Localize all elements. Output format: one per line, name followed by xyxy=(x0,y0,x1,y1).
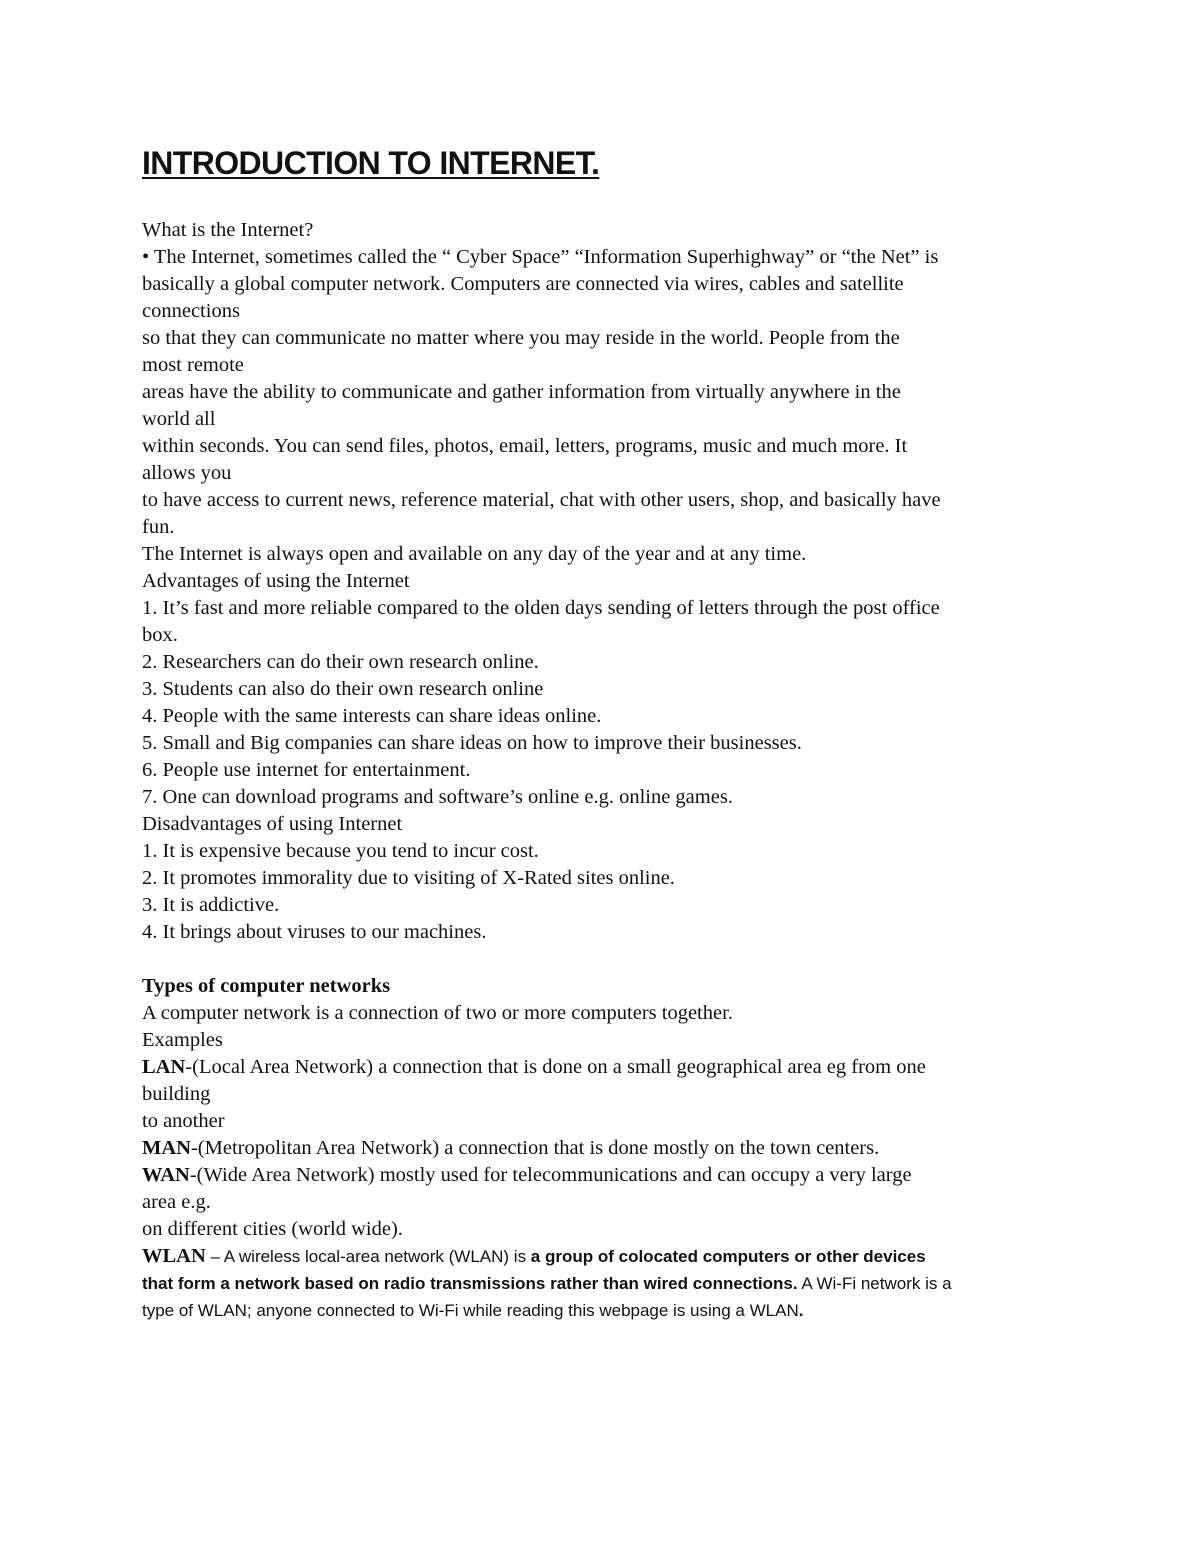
intro-line: connections xyxy=(142,300,240,322)
wlan-text: A Wi-Fi network is a xyxy=(797,1274,952,1293)
man-term: MAN xyxy=(142,1137,191,1159)
lan-description: -(Local Area Network) a connection that is done on a small geographical area eg from one xyxy=(185,1056,926,1078)
lan-line: to another xyxy=(142,1110,225,1132)
advantage-item: 6. People use internet for entertainment. xyxy=(142,759,471,781)
intro-line: within seconds. You can send files, photos, email, letters, programs, music and much more. It xyxy=(142,435,908,457)
disadvantage-item: 3. It is addictive. xyxy=(142,894,280,916)
intro-section xyxy=(142,217,1064,568)
wlan-bold-text: a group of colocated computers or other devices xyxy=(530,1247,926,1266)
examples-label: Examples xyxy=(142,1029,223,1051)
advantage-item: box. xyxy=(142,624,178,646)
advantage-item: 1. It’s fast and more reliable compared to the olden days sending of letters through the post office xyxy=(142,597,940,619)
section-spacer xyxy=(142,946,1064,973)
disadvantage-item: 1. It is expensive because you tend to incur cost. xyxy=(142,840,539,862)
intro-line: areas have the ability to communicate and gather information from virtually anywhere in the xyxy=(142,381,901,403)
disadvantage-item: 4. It brings about viruses to our machines. xyxy=(142,921,487,943)
wlan-line xyxy=(142,1270,1064,1297)
man-description: -(Metropolitan Area Network) a connection that is done mostly on the town centers. xyxy=(190,1137,880,1159)
wlan-text: type of WLAN; anyone connected to Wi-Fi while reading this webpage is using a WLAN xyxy=(142,1301,799,1320)
wlan-line xyxy=(142,1243,1064,1270)
networks-section xyxy=(142,973,1064,1324)
lan-line: building xyxy=(142,1083,211,1105)
advantage-item: 4. People with the same interests can share ideas online. xyxy=(142,705,602,727)
advantages-heading: Advantages of using the Internet xyxy=(142,570,410,592)
intro-line: basically a global computer network. Computers are connected via wires, cables and satellite xyxy=(142,273,904,295)
wan-description: -(Wide Area Network) mostly used for telecommunications and can occupy a very large xyxy=(189,1164,912,1186)
document-body xyxy=(142,143,1064,1324)
intro-line: allows you xyxy=(142,462,232,484)
disadvantage-item: 2. It promotes immorality due to visiting of X-Rated sites online. xyxy=(142,867,675,889)
wan-term: WAN xyxy=(142,1164,190,1186)
intro-line: world all xyxy=(142,408,216,430)
intro-line: to have access to current news, reference material, chat with other users, shop, and basically have xyxy=(142,489,941,511)
wan-line: area e.g. xyxy=(142,1191,211,1213)
intro-question: What is the Internet? xyxy=(142,219,314,241)
advantage-item: 5. Small and Big companies can share ideas on how to improve their businesses. xyxy=(142,732,802,754)
disadvantages-section xyxy=(142,811,1064,946)
wlan-paragraph xyxy=(142,1243,1064,1324)
document-title: INTRODUCTION TO INTERNET. xyxy=(142,145,600,181)
wlan-period: . xyxy=(798,1301,804,1320)
intro-line: fun. xyxy=(142,516,175,538)
intro-line: most remote xyxy=(142,354,244,376)
advantage-item: 7. One can download programs and software’s online e.g. online games. xyxy=(142,786,733,808)
advantage-item: 3. Students can also do their own research online xyxy=(142,678,544,700)
wlan-bold-text: that form a network based on radio transmissions rather than wired connections. xyxy=(142,1274,798,1293)
intro-line: so that they can communicate no matter where you may reside in the world. People from the xyxy=(142,327,900,349)
wan-line: on different cities (world wide). xyxy=(142,1218,403,1240)
intro-line: • The Internet, sometimes called the “ Cyber Space” “Information Superhighway” or “the Net” is xyxy=(142,246,939,268)
lan-line xyxy=(142,1054,1064,1081)
lan-term: LAN xyxy=(142,1056,186,1078)
networks-definition: A computer network is a connection of two or more computers together. xyxy=(142,1002,733,1024)
wlan-line xyxy=(142,1297,1064,1324)
networks-heading: Types of computer networks xyxy=(142,975,391,997)
disadvantages-heading: Disadvantages of using Internet xyxy=(142,813,403,835)
wlan-text: – A wireless local-area network (WLAN) is xyxy=(205,1247,531,1266)
man-line xyxy=(142,1135,1064,1162)
wlan-term: WLAN xyxy=(142,1245,206,1267)
advantages-section xyxy=(142,568,1064,811)
advantage-item: 2. Researchers can do their own research online. xyxy=(142,651,539,673)
wan-line xyxy=(142,1162,1064,1189)
intro-line: The Internet is always open and available on any day of the year and at any time. xyxy=(142,543,807,565)
